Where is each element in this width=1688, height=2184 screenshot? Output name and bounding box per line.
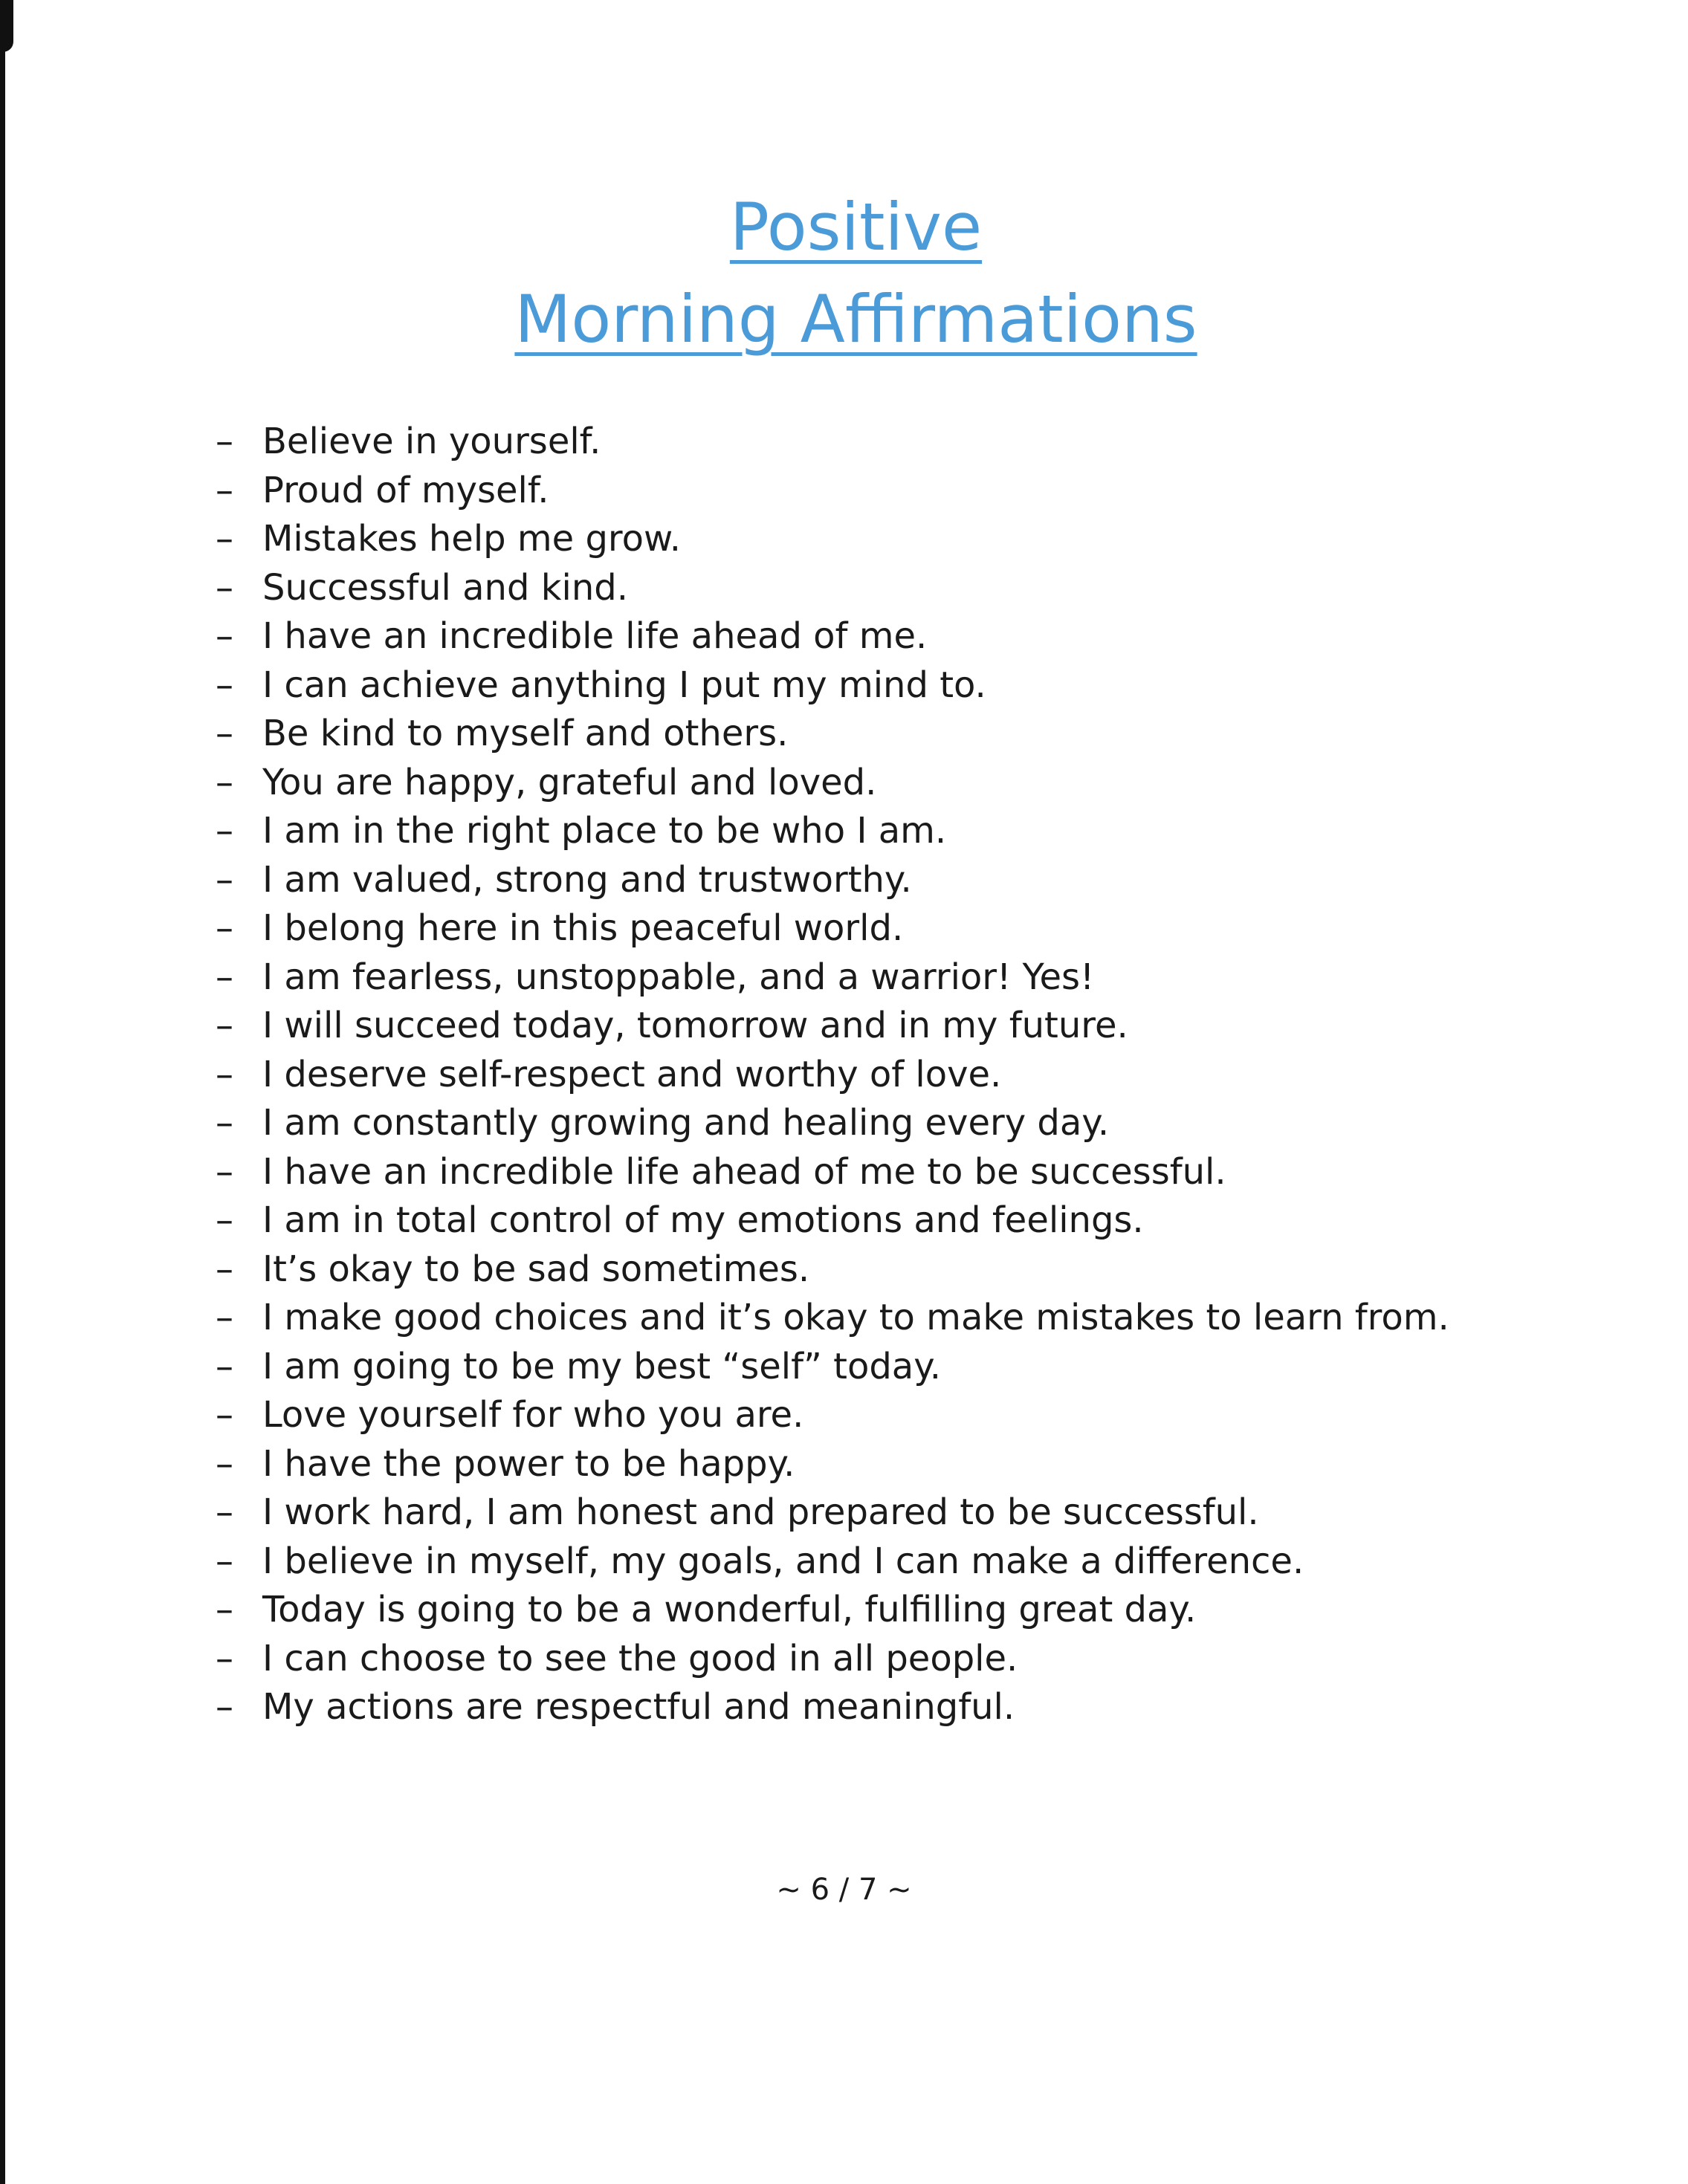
title-line-1: Positive (729, 189, 983, 265)
dash-marker: – (216, 1589, 233, 1630)
dash-marker: – (216, 713, 233, 754)
dash-marker: – (216, 858, 233, 901)
list-item (0, 1391, 1688, 1440)
dash-marker: – (216, 1005, 233, 1046)
list-item (0, 1537, 1688, 1587)
title-line-2: Morning Affirmations (514, 281, 1197, 357)
affirmation-text: Successful and kind. (262, 566, 628, 609)
dash-marker: – (216, 1150, 233, 1193)
affirmation-text: I make good choices and it’s okay to make mistakes to learn from. (262, 1297, 1449, 1338)
list-item (0, 1245, 1688, 1294)
list-item (0, 1002, 1688, 1051)
dash-marker: – (216, 810, 233, 852)
affirmation-text: Be kind to myself and others. (262, 713, 789, 754)
list-item (0, 710, 1688, 759)
list-item (0, 1586, 1688, 1635)
dash-marker: – (216, 1102, 233, 1144)
dash-marker: – (216, 1199, 233, 1241)
dash-marker: – (216, 1491, 233, 1533)
list-item (0, 515, 1688, 564)
dash-marker: – (216, 1053, 233, 1095)
dash-marker: – (216, 907, 233, 949)
list-item (0, 661, 1688, 710)
scan-corner (0, 0, 13, 52)
dash-marker: – (216, 1345, 233, 1387)
affirmation-text: I have the power to be happy. (262, 1442, 795, 1485)
affirmation-text: I am going to be my best “self” today. (262, 1345, 942, 1387)
affirmation-text: I can choose to see the good in all people. (262, 1637, 1018, 1679)
dash-marker: – (216, 615, 233, 657)
affirmation-text: I am valued, strong and trustworthy. (262, 858, 912, 901)
list-item (0, 953, 1688, 1002)
list-item (0, 1196, 1688, 1245)
list-item (0, 612, 1688, 661)
dash-marker: – (216, 1637, 233, 1679)
page-number: ~ 6 / 7 ~ (776, 1873, 912, 1907)
affirmation-text: Mistakes help me grow. (262, 518, 682, 560)
dash-marker: – (216, 1394, 233, 1436)
dash-marker: – (216, 1248, 233, 1290)
dash-marker: – (216, 956, 233, 998)
dash-marker: – (216, 518, 233, 560)
affirmation-text: I am fearless, unstoppable, and a warrior! Yes! (262, 956, 1095, 998)
affirmation-text: I deserve self-respect and worthy of love. (262, 1053, 1002, 1095)
list-item (0, 1343, 1688, 1392)
dash-marker: – (216, 1442, 233, 1485)
list-item (0, 807, 1688, 856)
affirmation-text: I have an incredible life ahead of me to be successful. (262, 1150, 1226, 1193)
affirmation-text: You are happy, grateful and loved. (262, 761, 877, 803)
affirmation-text: Believe in yourself. (262, 421, 601, 462)
dash-marker: – (216, 469, 233, 511)
affirmation-text: Love yourself for who you are. (262, 1394, 804, 1436)
affirmation-text: My actions are respectful and meaningful. (262, 1686, 1015, 1728)
list-item (0, 564, 1688, 613)
affirmation-text: I belong here in this peaceful world. (262, 907, 904, 949)
list-item (0, 904, 1688, 953)
list-item (0, 1488, 1688, 1537)
list-item (0, 856, 1688, 905)
list-item (0, 467, 1688, 516)
dash-marker: – (216, 566, 233, 609)
list-item (0, 418, 1688, 467)
dash-marker: – (216, 1297, 233, 1338)
affirmation-text: I have an incredible life ahead of me. (262, 615, 928, 657)
list-item (0, 1051, 1688, 1100)
list-item (0, 1148, 1688, 1197)
dash-marker: – (216, 664, 233, 706)
affirmation-text: Today is going to be a wonderful, fulfilling great day. (262, 1589, 1197, 1630)
dash-marker: – (216, 1540, 233, 1582)
affirmations-list (0, 418, 1688, 1732)
list-item (0, 1440, 1688, 1489)
list-item (0, 1683, 1688, 1732)
affirmation-text: It’s okay to be sad sometimes. (262, 1248, 810, 1290)
affirmation-text: Proud of myself. (262, 469, 549, 511)
affirmation-text: I am in the right place to be who I am. (262, 810, 947, 852)
list-item (0, 1099, 1688, 1148)
affirmation-text: I work hard, I am honest and prepared to be successful. (262, 1491, 1259, 1533)
affirmation-text: I will succeed today, tomorrow and in my future. (262, 1005, 1128, 1046)
list-item (0, 759, 1688, 808)
affirmation-text: I believe in myself, my goals, and I can make a difference. (262, 1540, 1304, 1582)
affirmation-text: I am constantly growing and healing every day. (262, 1102, 1110, 1144)
dash-marker: – (216, 1686, 233, 1728)
list-item (0, 1294, 1688, 1343)
dash-marker: – (216, 761, 233, 803)
affirmation-text: I am in total control of my emotions and feelings. (262, 1199, 1144, 1241)
list-item (0, 1635, 1688, 1684)
dash-marker: – (216, 421, 233, 462)
affirmation-text: I can achieve anything I put my mind to. (262, 664, 986, 706)
